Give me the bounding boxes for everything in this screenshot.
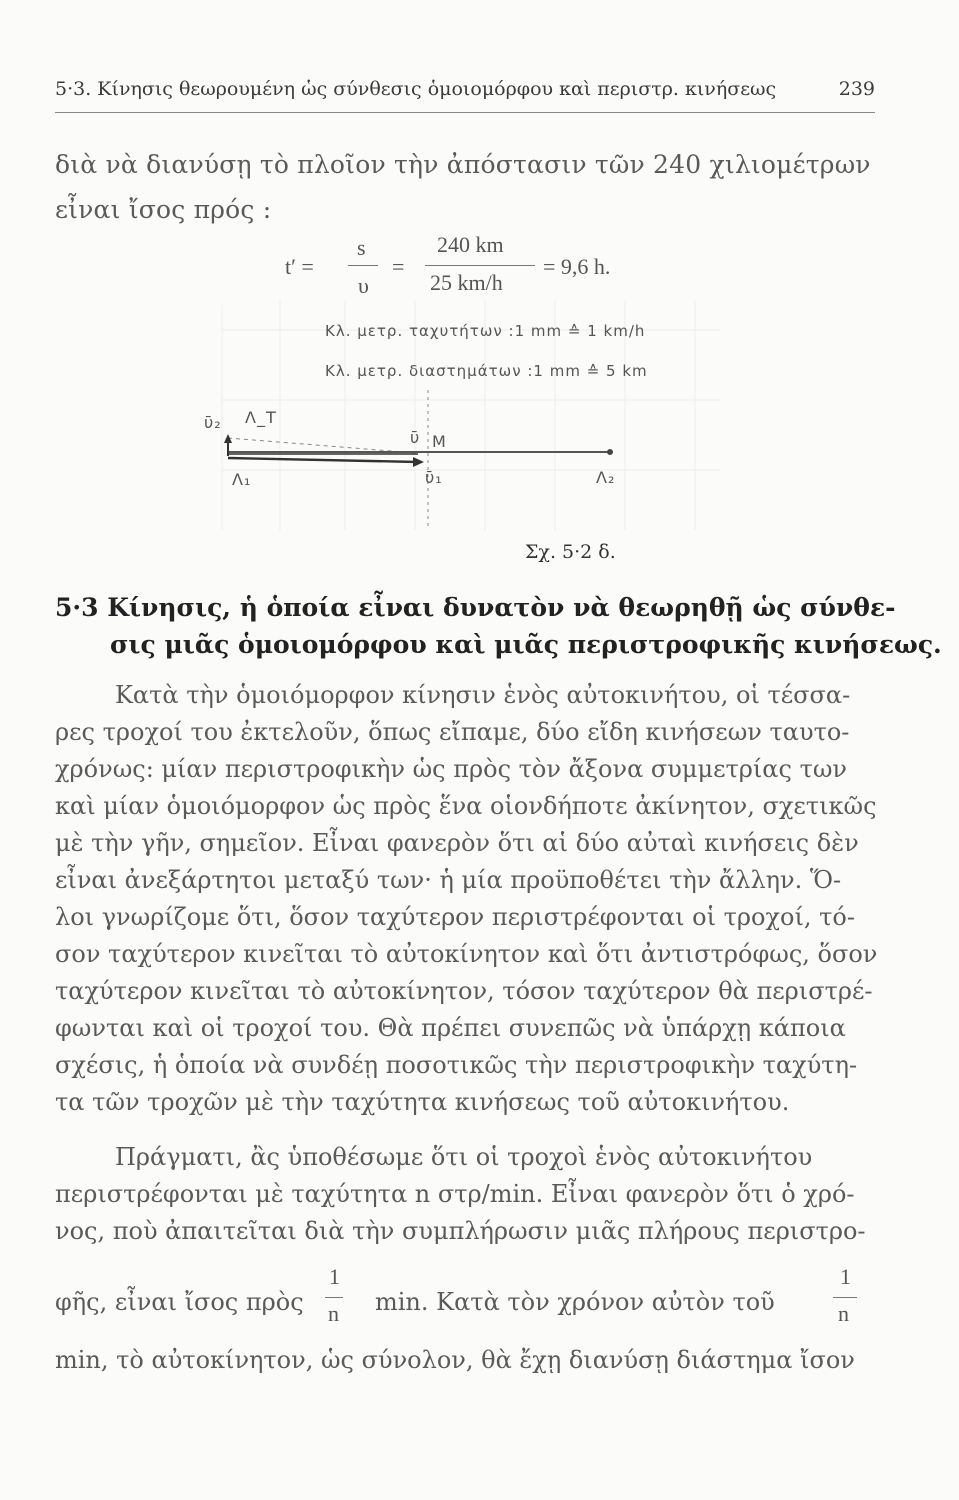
scale-speed: Κλ. μετρ. ταχυτήτων :1 mm ≙ 1 km/h [325,322,646,340]
last-line: min, τὸ αὐτοκίνητον, ὡς σύνολον, θὰ ἔχῃ διανύσῃ διάστημα ἴσον [55,1346,855,1374]
equation-den-2: 25 km/h [430,270,503,295]
running-title: 5·3. Κίνησις θεωρουμένη ὡς σύνθεσις ὁμοιομόρφου καὶ περιστρ. κινήσεως [55,78,777,100]
label-u2: ῡ₂ [204,413,222,432]
p1-line: χρόνως: μίαν περιστροφικὴν ὡς πρὸς τὸν ἄξονα συμμετρίας των [55,755,848,783]
equation-eq-2: = [392,254,405,279]
label-m: M [432,432,447,451]
p1-line: ταχύτερον κινεῖται τὸ αὐτοκίνητον, τόσον ταχύτερον θὰ περιστρέ- [55,977,873,1005]
p1-line: τα τῶν τροχῶν μὲ τὴν ταχύτητα κινήσεως τοῦ αὐτοκινήτου. [55,1088,790,1116]
p1-line: φωνται καὶ οἱ τροχοί του. Θὰ πρέπει συνεπῶς νὰ ὑπάρχῃ κάποια [55,1014,846,1042]
frac-num-b: 1 [840,1264,851,1289]
figure-graph-paper [0,0,959,560]
p1-line: Κατὰ τὴν ὁμοιόμορφον κίνησιν ἑνὸς αὐτοκινήτου, οἱ τέσσα- [115,681,851,709]
p2-line: νος, ποὺ ἀπαιτεῖται διὰ τὴν συμπλήρωσιν μιᾶς πλήρους περιστρο- [55,1217,866,1245]
page-number: 239 [838,78,875,100]
vector-u1-arrowhead [413,457,424,467]
frac-bar-a [325,1297,343,1298]
frac-num-a: 1 [329,1264,340,1289]
equation-den-1: υ [358,273,369,298]
intro-line-2: εἶναι ἴσος πρός : [55,195,272,224]
section-title-line-2: σις μιᾶς ὁμοιομόρφου καὶ μιᾶς περιστροφικῆς κινήσεως. [110,630,942,659]
p1-line: καὶ μίαν ὁμοιόμορφον ὡς πρὸς ἕνα οἱονδήποτε ἀκίνητον, σχετικῶς [55,792,877,820]
p1-line: εἶναι ἀνεξάρτητοι μεταξύ των· ἡ μία προϋποθέτει τὴν ἄλλην. Ὅ- [55,866,842,894]
frac-den-b: n [838,1301,849,1326]
label-lambda-2: Λ₂ [596,468,616,487]
label-lambda-1: Λ₁ [232,470,252,489]
resultant-dashed-line [228,438,416,453]
p1-line: ρες τροχοί του ἐκτελοῦν, ὅπως εἴπαμε, δύο εἴδη κινήσεων ταυτο- [55,718,850,746]
frac-text-a: φῆς, εἶναι ἴσος πρὸς [55,1288,304,1316]
label-u: ῡ [410,428,421,447]
p1-line: σχέσις, ἡ ὁποία νὰ συνδέῃ ποσοτικῶς τὴν περιστροφικὴν ταχύτη- [55,1051,858,1079]
equation-result: = 9,6 h. [543,254,611,279]
label-u1: ῡ₁ [425,468,443,487]
p2-line: Πράγματι, ἂς ὑποθέσωμε ὅτι οἱ τροχοὶ ἑνὸς αὐτοκινήτου [115,1143,813,1171]
scale-distance: Κλ. μετρ. διαστημάτων :1 mm ≙ 5 km [325,362,648,380]
p1-line: σον ταχύτερον κινεῖται τὸ αὐτοκίνητον καὶ ὅτι ἀντιστρόφως, ὅσον [55,940,878,968]
equation-num-1: s [357,235,366,260]
p1-line: λοι γνωρίζομε ὅτι, ὅσον ταχύτερον περιστρέφονται οἱ τροχοί, τό- [55,903,855,931]
frac-text-b: min. Κατὰ τὸν χρόνον αὐτὸν τοῦ [375,1288,775,1316]
point-l2 [607,449,613,455]
equation-num-2: 240 km [437,232,504,257]
figure-caption: Σχ. 5·2 δ. [525,541,616,563]
vector-u1 [228,458,418,462]
intro-line-1: διὰ νὰ διανύσῃ τὸ πλοῖον τὴν ἀπόστασιν τῶν 240 χιλιομέτρων [55,150,871,179]
p1-line: μὲ τὴν γῆν, σημεῖον. Εἶναι φανερὸν ὅτι αἱ δύο αὐταὶ κινήσεις δὲν [55,829,859,857]
section-title-line-1: 5·3 Κίνησις, ἡ ὁποία εἶναι δυνατὸν νὰ θεωρηθῇ ὡς σύνθε- [55,593,896,622]
equation-lhs: t′ = [285,254,314,279]
p2-line: περιστρέφονται μὲ ταχύτητα n στρ/min. Εἶναι φανερὸν ὅτι ὁ χρό- [55,1180,855,1208]
label-lambda-t: Λ_T [245,408,277,427]
frac-bar-b [833,1297,857,1298]
frac-den-a: n [328,1301,339,1326]
